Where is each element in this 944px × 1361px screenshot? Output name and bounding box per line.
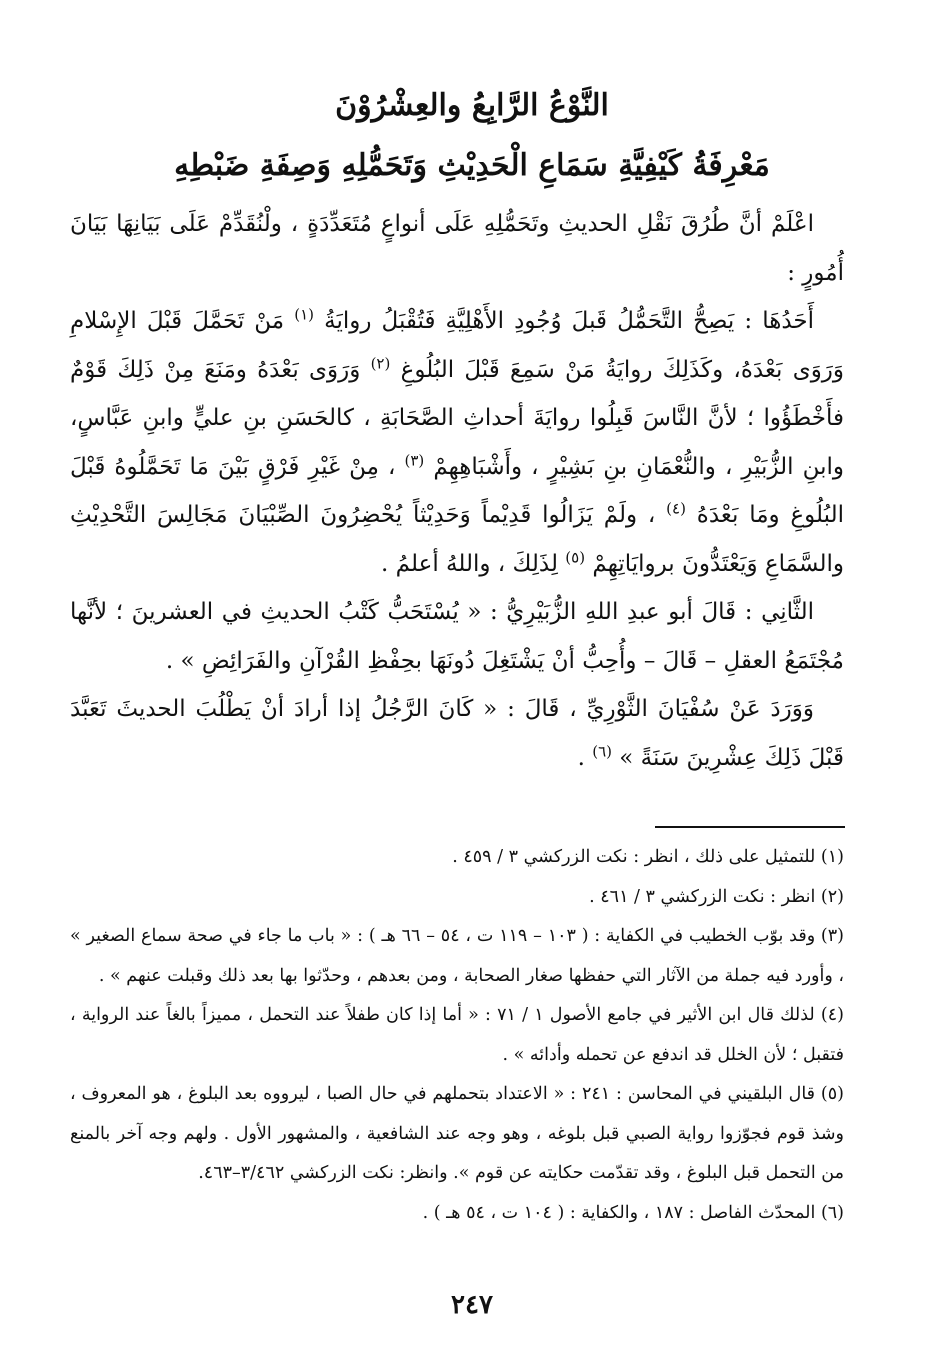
paragraph-text: ، ولَمْ يَزَالُوا قَدِيْماً وَحَدِيْثاً يُحْضِرُونَ الصِّبْيَانَ مَجَالِسَ التَّحْدِيْثِ والسَّمَاعِ وَيَعْتَدُّونَ بروايَاتِهِمْ bbox=[70, 502, 844, 577]
footnote-3: (٣) وقد بوّب الخطيب في الكفاية : ( ١٠٣ – ١١٩ ت ، ٥٤ – ٦٦ هـ ) : « باب ما جاء في صحة سماع الصغير » ، وأورد فيه جملة من الآثار التي حفظها صغار الصحابة ، ومن بعدهم ، وحدّثوا بها بعد ذلك وقبلت عنهم » . bbox=[70, 926, 844, 986]
paragraph-text: ، مِنْ غَيْرِ فَرْقٍ بَيْنَ مَا تَحَمَّلُوهُ قَبْلَ البُلُوغِ ومَا بَعْدَهُ bbox=[70, 453, 844, 528]
paragraph-third bbox=[70, 685, 844, 782]
footnote-marker-6[interactable]: (٦) bbox=[592, 741, 612, 760]
chapter-subtitle: مَعْرِفَةُ كَيْفِيَّةِ سَمَاعِ الْحَدِيْثِ وَتَحَمُّلِهِ وَصِفَةِ ضَبْطِهِ bbox=[174, 148, 770, 183]
footnotes bbox=[70, 838, 844, 1233]
footnote-1: (١) للتمثيل على ذلك ، انظر : نكت الزركشي ٣ / ٤٥٩ . bbox=[452, 847, 844, 867]
intro-paragraph: اعْلَمْ أنَّ طُرُقَ نَقْلِ الحديثِ وتَحَمُّلِهِ عَلَى أنواعٍ مُتَعَدِّدَةٍ ، ولْنُقَدِّمْ عَلَى بَيَانِهَا بَيَانَ أُمُورٍ : bbox=[70, 211, 844, 286]
footnote-marker-3[interactable]: (٣) bbox=[404, 450, 425, 469]
footnote-5: (٥) قال البلقيني في المحاسن : ٢٤١ : « الاعتداد بتحملهم في حال الصبا ، ليرووه بعد البلوغ ، هو المعروف ، وشذ قوم فجوّزوا رواية الصبي قبل بلوغه ، وهو وجه عند الشافعية ، والمشهور الأول . ولهم وجه آخر بالمنع من التحمل قبل البلوغ ، وقد تقدّمت حكايته عن قوم ». وانظر: نكت الزركشي ٣/٤٦٢–٤٦٣. bbox=[70, 1084, 844, 1183]
paragraph-text: وَوَرَدَ عَنْ سُفْيَانَ الثَّوْرِيِّ ، قَالَ : « كَانَ الرَّجُلُ إذا أرادَ أنْ يَطْلُبَ الحديثَ تَعَبَّدَ قَبْلَ ذَلِكَ عِشْرِينَ سَنَةً » bbox=[70, 696, 844, 771]
paragraph-text: . bbox=[577, 744, 585, 771]
paragraph-text: أَحَدُهَا : يَصِحُّ التَّحَمُّلُ قَبلَ وُجُودِ الأَهْلِيَّةِ فَتُقْبَلُ روايَةُ bbox=[324, 308, 815, 334]
footnote-marker-5[interactable]: (٥) bbox=[565, 547, 586, 566]
paragraph-text: وَرَوَى بَعْدَهُ ومَنَعَ مِنْ ذَلِكَ قَوْمٌ فأَخْطَؤُوا ؛ لأنَّ النَّاسَ قَبِلُوا روايَةَ أحداثِ الصَّحَابَةِ ، كالحَسَنِ بنِ عليٍّ وابنِ عَبَّاسٍ، وابنِ الزُّبَيْرِ ، والنُّعْمَانِ بنِ بَشِيْرٍ ، وأَشْبَاهِهِمْ bbox=[70, 356, 845, 480]
footnote-marker-4[interactable]: (٤) bbox=[666, 499, 686, 518]
footnote-divider bbox=[655, 826, 845, 828]
main-text bbox=[70, 200, 844, 782]
page-number: ٢٤٧ bbox=[451, 1290, 493, 1320]
footnote-4: (٤) لذلك قال ابن الأثير في جامع الأصول ١ / ٧١ : « أما إذا كان طفلاً عند التحمل ، مميزاً بالغاً عند الرواية ، فتقبل ؛ لأن الخلل قد اندفع عن تحمله وأدائه » . bbox=[70, 1005, 844, 1065]
footnote-marker-2[interactable]: (٢) bbox=[370, 353, 391, 372]
paragraph-first bbox=[70, 297, 844, 588]
footnote-2: (٢) انظر : نكت الزركشي ٣ / ٤٦١ . bbox=[589, 886, 844, 907]
footnote-marker-1[interactable]: (١) bbox=[294, 305, 315, 324]
paragraph-text: لِذَلِكَ ، واللهُ أعلمُ . bbox=[381, 550, 558, 577]
chapter-title: النَّوْعُ الرَّابِعُ والعِشْرُوْنَ bbox=[335, 88, 609, 123]
footnote-6: (٦) المحدّث الفاصل : ١٨٧ ، والكفاية : ( ١٠٤ ت ، ٥٤ هـ ) . bbox=[422, 1202, 844, 1223]
paragraph-text: مَنْ تَحَمَّلَ قَبْلَ الإِسْلامِ وَرَوَى بَعْدَهُ، وكَذَلِكَ روايَةُ مَنْ سَمِعَ قَبْلَ البُلُوغِ bbox=[70, 308, 845, 383]
paragraph-second: الثَّانِي : قَالَ أبو عبدِ اللهِ الزُّبَيْرِيُّ : « يُسْتَحَبُّ كَتْبُ الحديثِ في العشرينَ ؛ لأنَّها مُجْتَمَعُ العقلِ – قَالَ – وأُحِبُّ أنْ يَشْتَغِلَ دُونَهَا بحِفْظِ القُرْآنِ والفَرَائِضِ » . bbox=[70, 599, 844, 674]
